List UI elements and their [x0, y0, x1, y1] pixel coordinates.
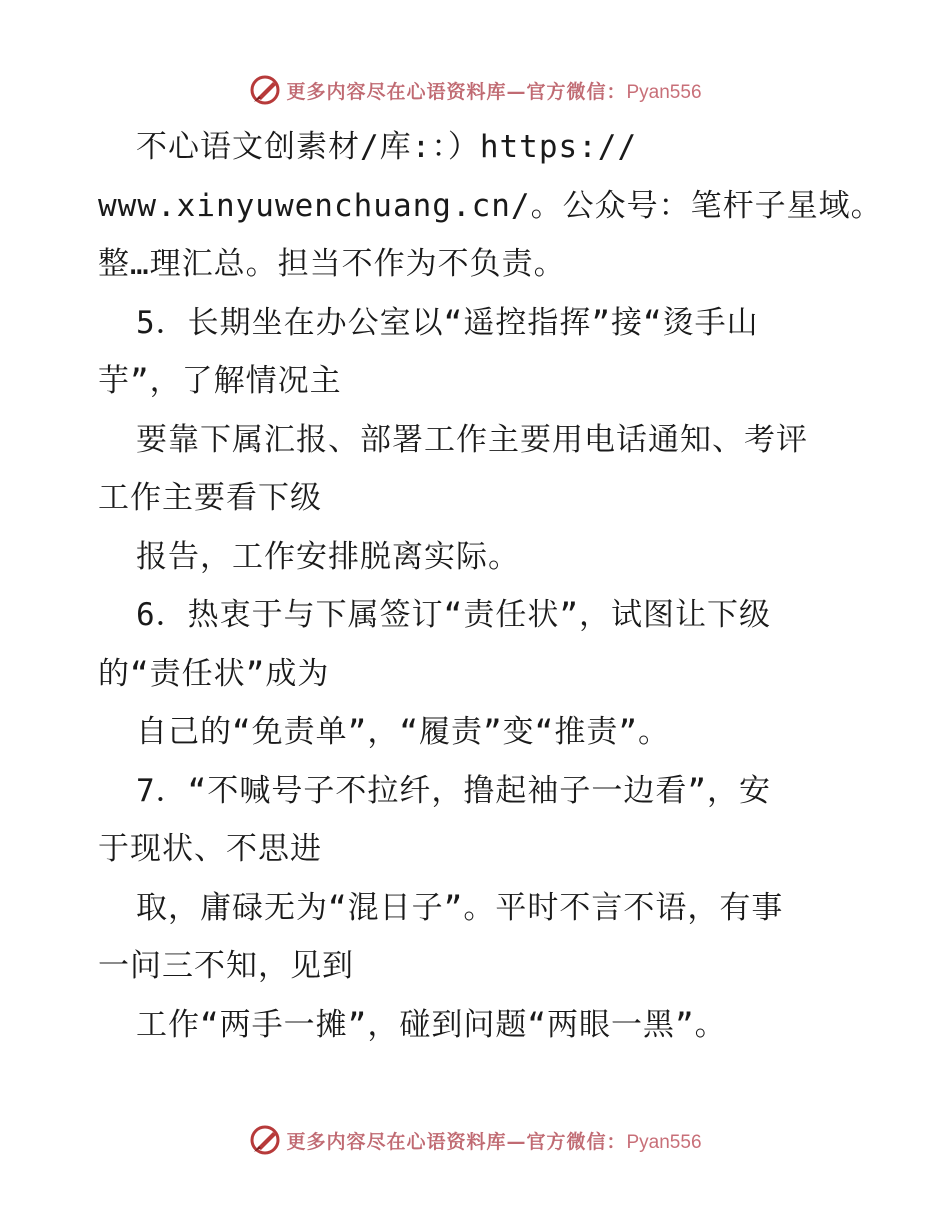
- footer-watermark-banner: [0, 1122, 950, 1158]
- body-line: 整…理汇总。担当不作为不负责。: [98, 246, 566, 282]
- body-line: www.xinyuwenchuang.cn/。公众号：笔杆子星域。: [98, 187, 883, 224]
- body-line: 的“责任状”成为: [98, 655, 330, 692]
- header-watermark-banner: [0, 72, 950, 108]
- quill-logo-icon: [248, 1123, 282, 1157]
- quill-logo-icon: [248, 73, 282, 107]
- body-line: 不心语文创素材/库:：）https://: [136, 129, 638, 165]
- body-line: 工作“两手一摊”，碰到问题“两眼一黑”。: [136, 1006, 727, 1043]
- body-line: 芋”，了解情况主: [98, 363, 342, 399]
- body-line: 于现状、不思进: [98, 831, 322, 867]
- body-line: 要靠下属汇报、部署工作主要用电话通知、考评: [136, 421, 808, 458]
- footer-watermark-text: 更多内容尽在心语资料库—官方微信：Pyan556: [286, 1130, 702, 1153]
- body-line: 7．“不喊号子不拉纤，撸起袖子一边看”，安: [136, 772, 771, 809]
- body-line: 6．热衷于与下属签订“责任状”，试图让下级: [136, 597, 771, 633]
- header-watermark-text: 更多内容尽在心语资料库—官方微信：Pyan556: [286, 80, 702, 103]
- body-line: 一问三不知，见到: [98, 948, 354, 984]
- body-line: 报告，工作安排脱离实际。: [136, 538, 520, 575]
- body-line: 取，庸碌无为“混日子”。平时不言不语，有事: [136, 889, 784, 926]
- body-line: 自己的“免责单”，“履责”变“推责”。: [136, 714, 670, 750]
- body-line: 5．长期坐在办公室以“遥控指挥”接“烫手山: [136, 304, 759, 341]
- body-line: 工作主要看下级: [98, 480, 322, 516]
- document-body: [98, 118, 883, 1054]
